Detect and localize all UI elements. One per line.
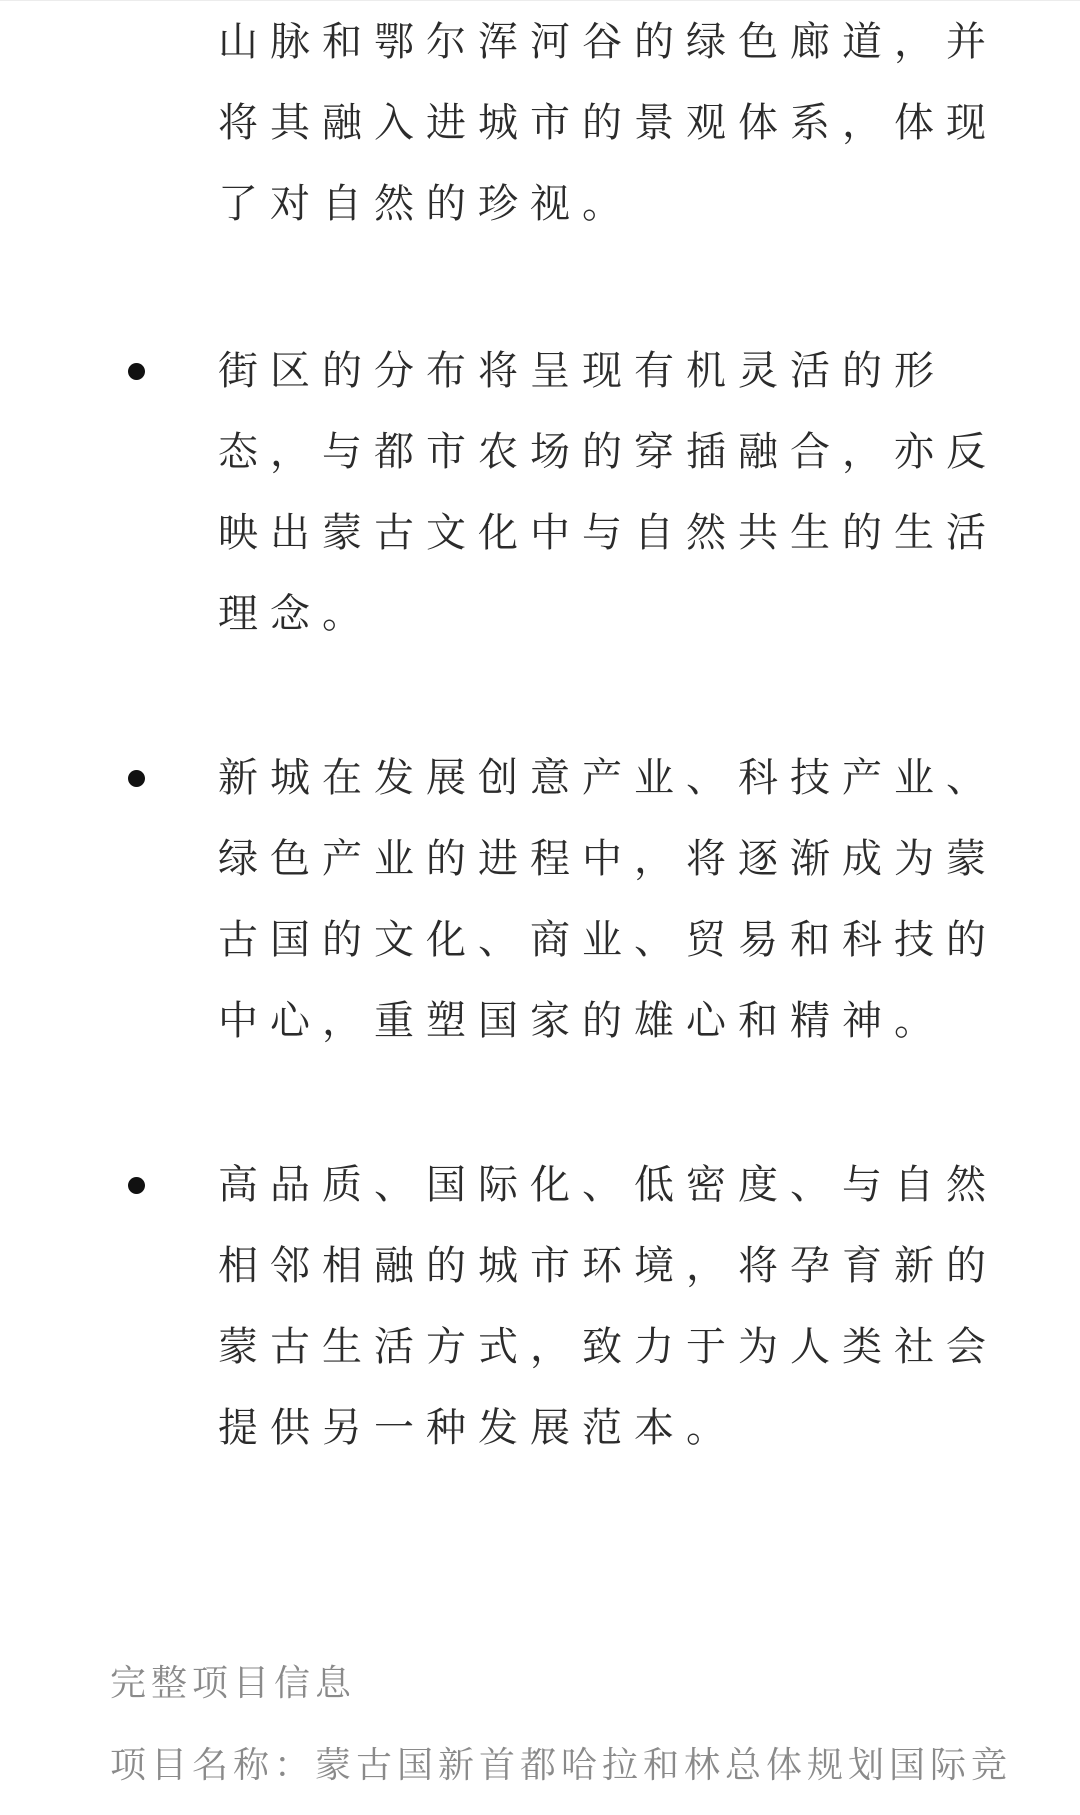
paragraph-line: 态，与都市农场的穿插融合，亦反: [218, 429, 998, 475]
paragraph-line: 了对自然的珍视。: [218, 181, 634, 227]
paragraph-line: 古国的文化、商业、贸易和科技的: [218, 917, 998, 963]
paragraph-line: 映出蒙古文化中与自然共生的生活: [218, 510, 998, 556]
intro-paragraph: [218, 2, 998, 245]
bullet-dot: [128, 1177, 145, 1194]
paragraph-line: 新城在发展创意产业、科技产业、: [218, 755, 998, 801]
paragraph-line: 蒙古生活方式，致力于为人类社会: [218, 1324, 998, 1370]
paragraph-line: 高品质、国际化、低密度、与自然: [218, 1162, 998, 1208]
bullet-dot: [128, 363, 145, 380]
bullet-paragraph-streets: [218, 331, 998, 655]
bullet-dot: [128, 770, 145, 787]
project-info-heading: 完整项目信息: [110, 1663, 357, 1704]
paragraph-line: 提供另一种发展范本。: [218, 1405, 738, 1451]
paragraph-line: 将其融入进城市的景观体系，体现: [218, 100, 998, 146]
paragraph-line: 山脉和鄂尔浑河谷的绿色廊道，并: [218, 19, 998, 65]
project-name-line: 项目名称：蒙古国新首都哈拉和林总体规划国际竞: [110, 1745, 1013, 1786]
paragraph-line: 相邻相融的城市环境，将孕育新的: [218, 1243, 998, 1289]
paragraph-line: 街区的分布将呈现有机灵活的形: [218, 348, 946, 394]
bullet-paragraph-environment: [218, 1145, 998, 1469]
bullet-paragraph-industry: [218, 738, 998, 1062]
paragraph-line: 理念。: [218, 591, 374, 637]
top-divider: [0, 0, 1080, 1]
paragraph-line: 中心，重塑国家的雄心和精神。: [218, 998, 946, 1044]
paragraph-line: 绿色产业的进程中，将逐渐成为蒙: [218, 836, 998, 882]
